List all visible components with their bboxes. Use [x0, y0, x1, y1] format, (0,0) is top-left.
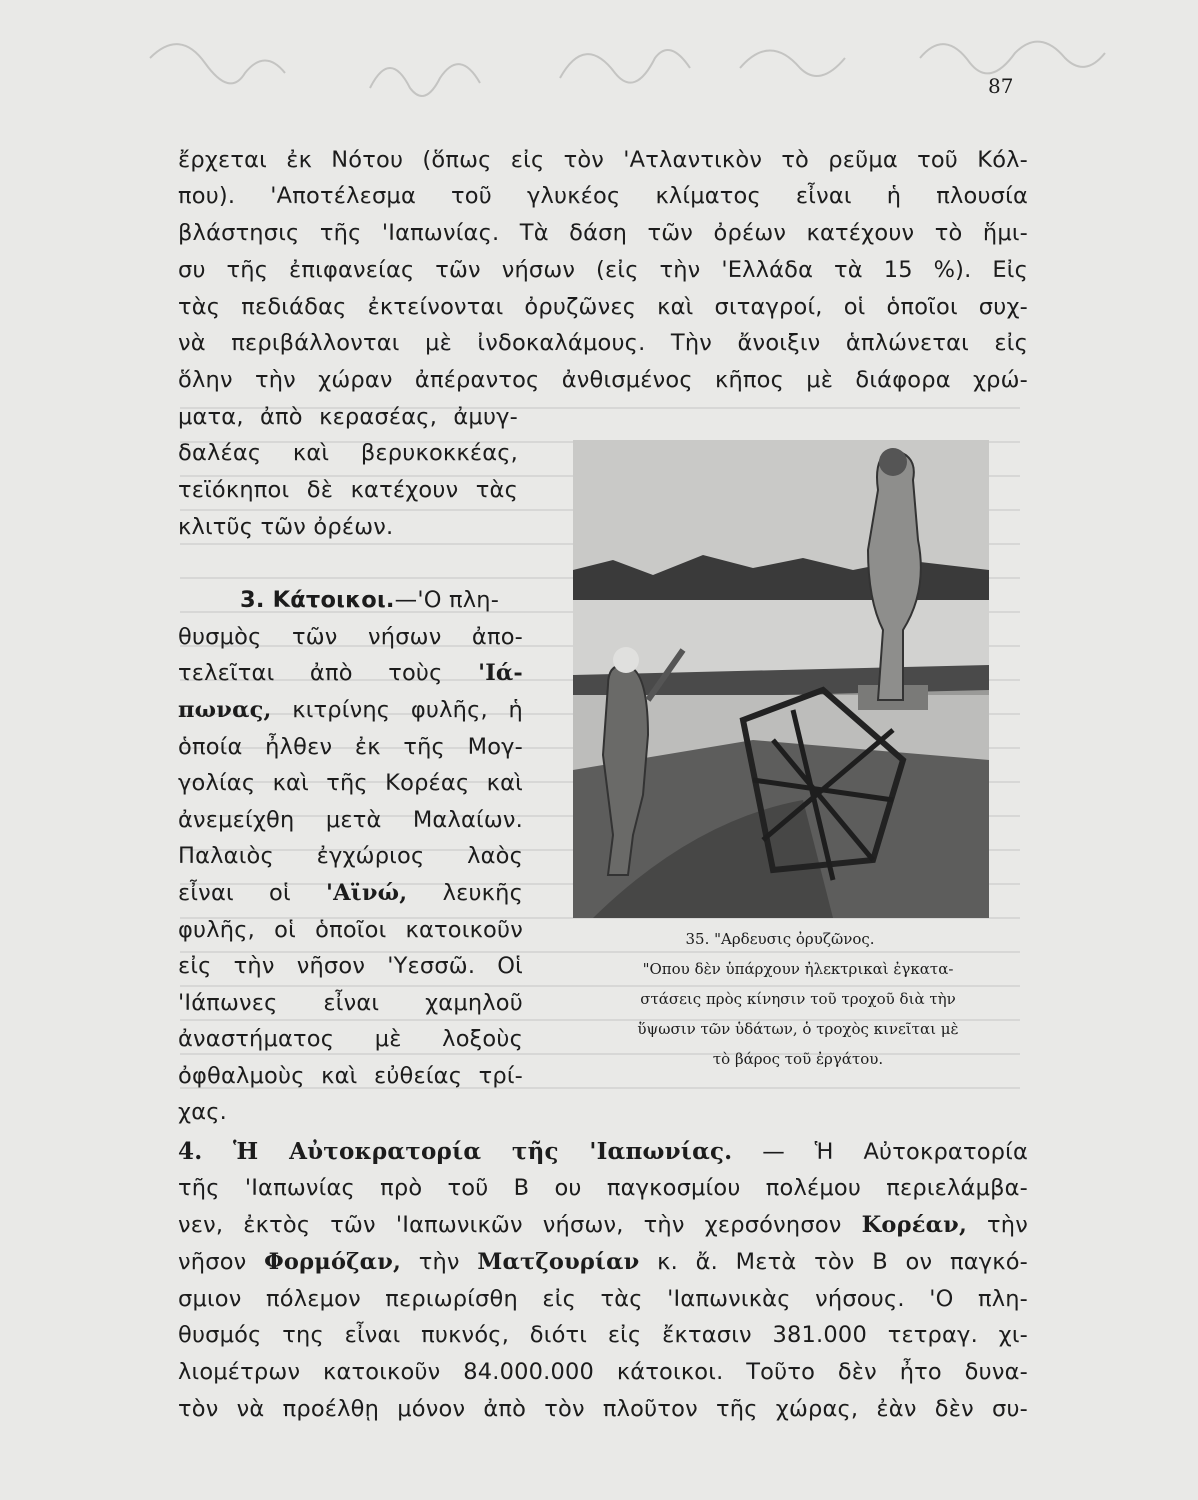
- column-line: γολίας καὶ τῆς Κορέας καὶ: [178, 770, 523, 796]
- section-4-line: σμιον πόλεμον περιωρίσθη εἰς τὰς 'Ιαπωνικὰς νήσους. 'Ο πλη-: [178, 1286, 1028, 1312]
- bold-term-manchuria: Ματζουρίαν: [477, 1249, 640, 1275]
- section-4-line: λιομέτρων κατοικοῦν 84.000.000 κάτοικοι. Τοῦτο δὲν ἦτο δυνα-: [178, 1359, 1028, 1385]
- page-number: 87: [988, 74, 1014, 98]
- intro-line: βλάστησις τῆς 'Ιαπωνίας. Τὰ δάση τῶν ὀρέων κατέχουν τὸ ἥμι-: [178, 220, 1028, 246]
- section-4-text: νῆσον: [178, 1249, 247, 1275]
- column-line: ἀναστήματος μὲ λοξοὺς: [178, 1026, 523, 1052]
- column-line: [178, 880, 523, 906]
- section-4-line: τὸν νὰ προέλθῃ μόνον ἀπὸ τὸν πλοῦτον τῆς χώρας, ἐὰν δὲν συ-: [178, 1396, 1028, 1422]
- bold-term-formosa: Φορμόζαν,: [264, 1249, 402, 1275]
- section-4-text: τὴν: [987, 1212, 1029, 1238]
- column-line: ματα, ἀπὸ κερασέας, ἀμυγ-: [178, 404, 518, 430]
- bold-term-iapones: 'Ιά-: [478, 660, 523, 686]
- intro-line: νὰ περιβάλλονται μὲ ἰνδοκαλάμους. Τὴν ἄνοιξιν ἁπλώνεται εἰς: [178, 330, 1028, 356]
- bold-term-korea: Κορέαν,: [861, 1212, 967, 1238]
- section-4-line: [178, 1212, 1028, 1238]
- section-4-line: [178, 1249, 1028, 1275]
- column-line: [178, 697, 523, 723]
- section-4-text: τὴν: [418, 1249, 460, 1275]
- column-text: κιτρίνης φυλῆς, ἡ: [292, 697, 524, 723]
- column-text: λευκῆς: [442, 880, 524, 906]
- column-line: χας.: [178, 1099, 227, 1125]
- section-3-title: 3. Κάτοικοι.: [240, 587, 395, 613]
- column-text: τελεῖται ἀπὸ τοὺς: [178, 660, 443, 686]
- column-line: θυσμὸς τῶν νήσων ἀπο-: [178, 624, 523, 650]
- column-line: Παλαιὸς ἐγχώριος λαὸς: [178, 843, 523, 869]
- section-4-text: νεν, ἐκτὸς τῶν 'Ιαπωνικῶν νήσων, τὴν χερσόνησον: [178, 1212, 842, 1238]
- photo-caption-line: "Οπου δὲν ὑπάρχουν ἠλεκτρικαὶ ἐγκατα-: [642, 960, 954, 978]
- bold-term-iapones-2: πωνας,: [178, 697, 272, 723]
- photo-caption-line: ὕψωσιν τῶν ὑδάτων, ὁ τροχὸς κινεῖται μὲ: [637, 1020, 959, 1038]
- rice-irrigation-photo: [573, 440, 989, 918]
- section-4-line: θυσμός της εἶναι πυκνός, διότι εἰς ἔκτασιν 381.000 τετραγ. χι-: [178, 1322, 1028, 1348]
- section-3-dash: —'Ο πλη-: [394, 587, 500, 613]
- intro-line: ἔρχεται ἐκ Νότου (ὅπως εἰς τὸν 'Ατλαντικὸν τὸ ρεῦμα τοῦ Κόλ-: [178, 147, 1028, 173]
- bold-term-aino: 'Αϊνώ,: [326, 880, 408, 906]
- section-4-title-tail: — Ἡ Αὐτοκρατορία: [762, 1139, 1028, 1165]
- column-line: φυλῆς, οἱ ὁποῖοι κατοικοῦν: [178, 917, 523, 943]
- handwritten-note: [140, 18, 1190, 128]
- section-4-text: κ. ἄ. Μετὰ τὸν Β ον παγκό-: [657, 1249, 1028, 1275]
- photo-caption-line: τὸ βάρος τοῦ ἐργάτου.: [712, 1050, 884, 1068]
- intro-line: που). 'Αποτέλεσμα τοῦ γλυκέος κλίματος εἶναι ἡ πλουσία: [178, 183, 1028, 209]
- section-4-line: τῆς 'Ιαπωνίας πρὸ τοῦ Β ου παγκοσμίου πολέμου περιελάμβα-: [178, 1175, 1028, 1201]
- photo-caption-line: στάσεις πρὸς κίνησιν τοῦ τροχοῦ διὰ τὴν: [640, 990, 956, 1008]
- photo-caption-title: 35. "Αρδευσις ὀρυζῶνος.: [685, 930, 875, 948]
- intro-line: συ τῆς ἐπιφανείας τῶν νήσων (εἰς τὴν 'Ελλάδα τὰ 15 %). Εἰς: [178, 257, 1028, 283]
- section-3-heading: [240, 587, 528, 613]
- column-line: εἰς τὴν νῆσον 'Υεσσῶ. Οἱ: [178, 953, 523, 979]
- column-line: ὀφθαλμοὺς καὶ εὐθείας τρί-: [178, 1063, 523, 1089]
- section-4-title: 4. Ἡ Αὐτοκρατορία τῆς 'Ιαπωνίας.: [178, 1138, 733, 1165]
- intro-line: τὰς πεδιάδας ἐκτείνονται ὀρυζῶνες καὶ σιταγροί, οἱ ὁποῖοι συχ-: [178, 294, 1028, 320]
- column-line: κλιτῦς τῶν ὀρέων.: [178, 514, 394, 540]
- column-line: ὁποία ἦλθεν ἐκ τῆς Μογ-: [178, 734, 523, 760]
- column-text: εἶναι οἱ: [178, 880, 291, 906]
- column-line: [178, 660, 523, 686]
- section-4-heading: [178, 1138, 1028, 1165]
- column-line: 'Ιάπωνες εἶναι χαμηλοῦ: [178, 990, 523, 1016]
- column-line: τεϊόκηποι δὲ κατέχουν τὰς: [178, 477, 518, 503]
- intro-line: ὅλην τὴν χώραν ἀπέραντος ἀνθισμένος κῆπος μὲ διάφορα χρώ-: [178, 367, 1028, 393]
- column-line: ἀνεμείχθη μετὰ Μαλαίων.: [178, 807, 523, 833]
- column-line: δαλέας καὶ βερυκοκκέας,: [178, 440, 518, 466]
